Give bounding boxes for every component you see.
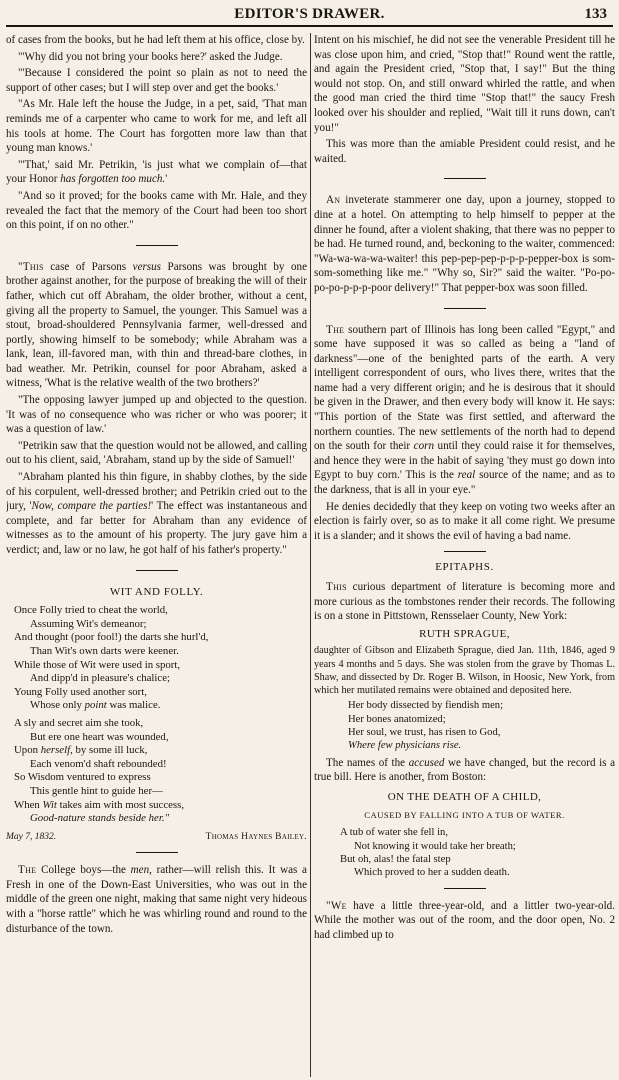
paragraph: "And so it proved; for the books came with Mr. Hale, and they revealed the fact that the memory of the Court had been too short on this point, if on no other.": [6, 189, 307, 232]
column-divider: [310, 33, 311, 1077]
epitaph-verse: A tub of water she fell in, Not knowing it would take her breath; But oh, alas! the fatal step Which proved to her a sudden death.: [340, 827, 516, 879]
epitaph-title: ON THE DEATH OF A CHILD,: [387, 791, 542, 803]
poem-date: May 7, 1832.: [6, 831, 57, 842]
paragraph: "As Mr. Hale left the house the Judge, in a pet, said, 'That man reminds me of a carpenter who came to work for me, and left all his tools at home. The Court has forgotten more law than that young man knows.': [6, 98, 307, 155]
section-separator: [136, 570, 178, 571]
poem-stanza: A sly and secret aim she took, But ere one heart was wounded, Upon herself, by some ill luck, Each venom'd shaft rebounded! So Wisdom ventured to express This gentle hint to guide her— When Wit takes aim with most success, Good-nature stands beside her.": [14, 716, 185, 825]
epitaph-subtitle: CAUSED BY FALLING INTO A TUB OF WATER.: [364, 809, 565, 820]
epitaph-verse: Her body dissected by fiendish men; Her bones anatomized; Her soul, we trust, has risen to God, Where few physicians rise.: [348, 700, 504, 752]
section-separator: [136, 245, 178, 246]
running-header: [6, 3, 613, 27]
running-title: EDITOR'S DRAWER.: [234, 6, 385, 22]
poem-wit-and-folly: [14, 604, 307, 826]
paragraph: "'Because I considered the point so plain as not to need the support of other cases; but I will step over and get the books.': [6, 67, 307, 94]
paragraph: "This case of Parsons versus Parsons was brought by one brother against another, for the purpose of breaking the will of their father, which cut off Abraham, the older brother, without a cent, giving all the property to Samuel, the younger. This Samuel was a stout, broad-shouldered Pennsylvania farmer, well-dressed and portly, showing himself to be somebody; while Abraham was a lank, lean, ill-favored man, with thin and thread-bare clothes, in bad weather. Mr. Petrikin, counsel for poor Abraham, asked a witness, 'What is the relative wealth of the two brothers?': [6, 260, 307, 390]
paragraph: This curious department of literature is becoming more and more curious as the tombstones render their records. The following is on a stone in Pittstown, Rensselaer County, New York:: [314, 581, 615, 623]
left-column: [6, 33, 307, 1077]
paragraph: The College boys—the men, rather—will relish this. It was a Fresh in one of the Down-East Universities, who was out in the middle of the green one night, making that same night very hideous with a "horse rattle" which he was whirling round and round to the disturbance of the town.: [6, 864, 307, 935]
paragraph: "'That,' said Mr. Petrikin, 'is just what we complain of—that your Honor has forgotten too much.': [6, 158, 307, 186]
paragraph: "Petrikin saw that the question would not be allowed, and calling out to his client, said, 'Abraham, stand up by the side of Samuel!': [6, 439, 307, 467]
paragraph: "We have a little three-year-old, and a littler two-year-old. While the mother was out of the room, and the door open, No. 2 had climbed up to: [314, 899, 615, 941]
right-column: [314, 33, 615, 1077]
paragraph: "Abraham planted his thin figure, in shabby clothes, by the side of his corpulent, well-dressed brother; and Petrikin cried out to the jury, 'Now, compare the parties!' The effect was instantaneous and complete, and far better for Abraham than any evidence of witnesses as to the amount of his property. The jury gave him a verdict; and, law or no law, he got half of his father's property.": [6, 471, 307, 556]
paragraph: "'Why did you not bring your books here?' asked the Judge.: [18, 50, 283, 63]
paragraph: Intent on his mischief, he did not see the venerable President till he was close upon him, and cried, "Stop that!" Round went the rattle, and again the President cried, "Stop that, I say!" But the thing would not stop. On, and still onward whirled the rattle, and when the good man cried the third time "Stop that!" the saucy Fresh looked over his shoulder and replied, "Wait till it runs down, can't you!": [314, 34, 615, 134]
section-separator: [444, 178, 486, 179]
page-number: 133: [584, 6, 607, 22]
section-title-epitaphs: EPITAPHS.: [435, 561, 494, 574]
paragraph: This was more than the amiable President could resist, and he waited.: [314, 138, 615, 165]
paragraph: The southern part of Illinois has long been called "Egypt," and some have supposed it was so called as being a "land of darkness"—one of the benighted parts of the earth. A very intelligent correspondent of ours, who lives there, writes that the name had a very different origin; and he is desirous that it should be given in the Drawer, and then every body will know it. He says: "This portion of the State was first settled, and afterward the northern counties. The new settlements of the north had to depend on the south for their corn until they could raise it for themselves, and hence they were in the habit of saying 'they must go down into Egypt to buy corn.' This is the real source of the name; and as to the darkness, that is all in your eye.": [314, 323, 615, 497]
section-separator: [136, 852, 178, 853]
epitaph-name: RUTH SPRAGUE,: [419, 627, 510, 640]
epitaph-inscription: daughter of Gibson and Elizabeth Sprague, died Jan. 11th, 1846, aged 9 years 4 months and 5 days. She was stolen from the grave by Thomas L. Shaw, and dissected by Dr. Roger B. Wilson, in Hoosic, New York, from which her mutilated remains were obtained and deposited here.: [314, 645, 615, 696]
section-separator: [444, 551, 486, 552]
paragraph: He denies decidedly that they keep on voting two weeks after an election is fairly over, so as to make it all come right. We presume it is a slander; and it shows the evil of having a bad name.: [314, 500, 615, 542]
paragraph: of cases from the books, but he had left them at his office, close by.: [6, 34, 305, 46]
poem-signature: [6, 830, 307, 845]
paragraph: "The opposing lawyer jumped up and objected to the question. 'It was of no consequence who was richer or who was poorer; it was a question of law.': [6, 394, 307, 436]
poem-author: Thomas Haynes Bailey.: [205, 831, 307, 842]
section-separator: [444, 308, 486, 309]
paragraph: An inveterate stammerer one day, upon a journey, stopped to dine at a hotel. On attempting to help himself to pepper at the dinner he found, after a violent shaking, that there was no pepper to be had. He turned round, and, beckoning to the waiter, commenced: "Wa-wa-wa-wa-waiter! this pep-pep-pep-p-p-p-pepper-box is som-som-something like me." "Why so, Sir?" said the waiter. "Po-po-po-po-p-p-p-poor delivery!" That pepper-box was soon filled.: [314, 194, 615, 294]
section-separator: [444, 888, 486, 889]
poem-title: WIT AND FOLLY.: [109, 585, 204, 598]
paragraph: The names of the accused we have changed, but the record is a true bill. Here is another, from Boston:: [314, 756, 615, 784]
poem-stanza: Once Folly tried to cheat the world, Assuming Wit's demeanor; And thought (poor fool!) the darts she hurl'd, Than Wit's own darts were keener. While those of Wit were used in sport, And dipp'd in pleasure's chalice; Young Folly used another sort, Whose only point was malice.: [14, 604, 209, 712]
